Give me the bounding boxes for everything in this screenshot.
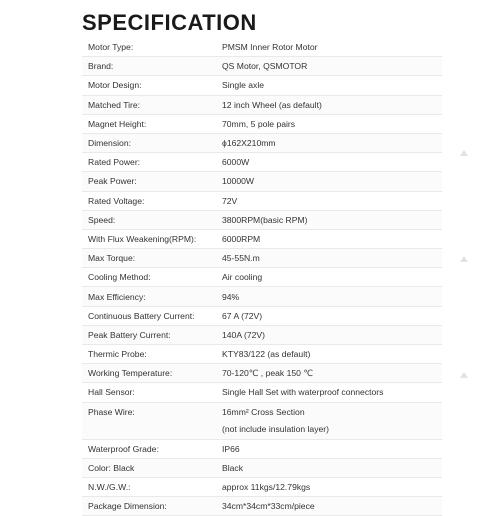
spec-table [82, 38, 442, 516]
spec-label: Hall Sensor: [88, 387, 135, 398]
spec-row-color [82, 459, 442, 478]
spec-value: 6000W [222, 157, 250, 168]
spec-label: Motor Type: [88, 42, 134, 53]
spec-label: Speed: [88, 214, 116, 225]
spec-row-working-temperature [82, 364, 442, 383]
spec-value: Black [222, 462, 244, 473]
spec-row-matched-tire [82, 96, 442, 115]
spec-value: 72V [222, 195, 238, 206]
spec-label: Color: Black [88, 462, 135, 473]
spec-label: N.W./G.W.: [88, 482, 131, 493]
spec-row-peak-power [82, 172, 442, 191]
spec-label: Phase Wire: [88, 406, 135, 417]
spec-label: Dimension: [88, 138, 131, 149]
spec-value-line2: (not include insulation layer) [222, 423, 330, 434]
spec-row-rated-voltage [82, 192, 442, 211]
spec-row-weight [82, 478, 442, 497]
spec-label: Package Dimension: [88, 501, 167, 512]
spec-value: ϕ162X210mm [222, 138, 276, 149]
spec-label: Thermic Probe: [88, 349, 147, 360]
watermark-triangle-icon [460, 256, 468, 262]
spec-value [218, 403, 442, 434]
spec-label: Peak Battery Current: [88, 329, 171, 340]
spec-value: Air cooling [222, 272, 263, 283]
spec-value: 12 inch Wheel (as default) [222, 99, 322, 110]
spec-value: 94% [222, 291, 240, 302]
spec-row-magnet-height [82, 115, 442, 134]
spec-value: 70mm, 5 pole pairs [222, 118, 296, 129]
spec-value: PMSM Inner Rotor Motor [222, 42, 318, 53]
spec-row-continuous-battery-current [82, 307, 442, 326]
spec-label: Cooling Method: [88, 272, 151, 283]
spec-value: 3800RPM(basic RPM) [222, 214, 308, 225]
spec-value: approx 11kgs/12.79kgs [222, 482, 311, 493]
spec-value: 67 A (72V) [222, 310, 263, 321]
spec-row-dimension [82, 134, 442, 153]
spec-label: With Flux Weakening(RPM): [88, 233, 197, 244]
spec-label: Rated Voltage: [88, 195, 145, 206]
spec-row-cooling-method [82, 268, 442, 287]
spec-label: Peak Power: [88, 176, 137, 187]
spec-value: 34cm*34cm*33cm/piece [222, 501, 315, 512]
spec-label: Motor Design: [88, 80, 142, 91]
spec-label: Rated Power: [88, 157, 141, 168]
spec-value-line1: 16mm² Cross Section [222, 406, 305, 417]
spec-row-waterproof-grade [82, 440, 442, 459]
watermark-triangle-icon [460, 372, 468, 378]
page-title: SPECIFICATION [82, 10, 257, 35]
spec-value: 45-55N.m [222, 253, 260, 264]
spec-label: Brand: [88, 61, 114, 72]
spec-label: Max Efficiency: [88, 291, 146, 302]
spec-row-speed [82, 211, 442, 230]
spec-value: 140A (72V) [222, 329, 265, 340]
spec-value: Single Hall Set with waterproof connectors [222, 387, 384, 398]
spec-value: QS Motor, QSMOTOR [222, 61, 308, 72]
spec-row-peak-battery-current [82, 326, 442, 345]
spec-row-max-torque [82, 249, 442, 268]
spec-label: Matched Tire: [88, 99, 141, 110]
spec-row-phase-wire [82, 403, 442, 440]
watermark-triangle-icon [460, 150, 468, 156]
spec-row-package-dimension [82, 497, 442, 516]
spec-label: Max Torque: [88, 253, 136, 264]
spec-label: Waterproof Grade: [88, 443, 159, 454]
spec-value: IP66 [222, 443, 240, 454]
spec-value: 6000RPM [222, 233, 261, 244]
spec-value: 10000W [222, 176, 255, 187]
spec-row-thermic-probe [82, 345, 442, 364]
spec-row-rated-power [82, 153, 442, 172]
spec-value: 70-120℃ , peak 150 ℃ [222, 367, 313, 378]
spec-row-brand [82, 57, 442, 76]
spec-label: Continuous Battery Current: [88, 310, 195, 321]
spec-label: Magnet Height: [88, 118, 147, 129]
spec-label: Working Temperature: [88, 368, 173, 379]
spec-row-max-efficiency [82, 287, 442, 306]
spec-row-flux-weakening [82, 230, 442, 249]
spec-row-motor-type [82, 38, 442, 57]
spec-value: KTY83/122 (as default) [222, 349, 311, 360]
spec-row-hall-sensor [82, 383, 442, 402]
spec-value: Single axle [222, 80, 265, 91]
spec-row-motor-design [82, 76, 442, 95]
